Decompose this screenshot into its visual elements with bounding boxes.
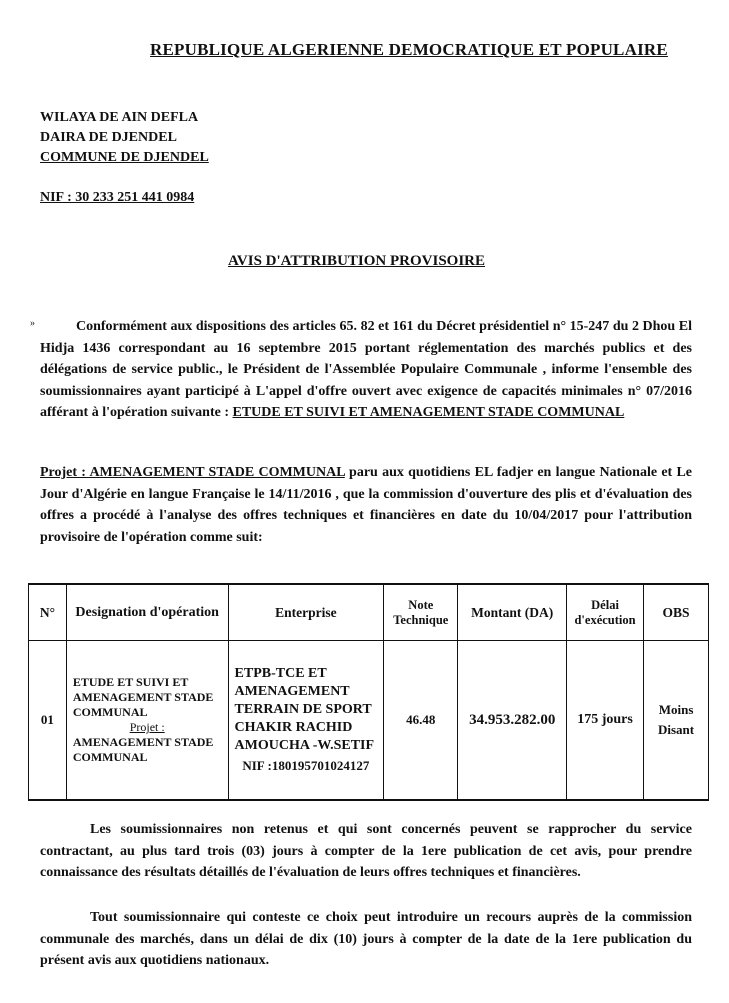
cell-obs: Moins Disant	[644, 641, 709, 801]
paragraph-decree-text: Conformément aux dispositions des articles 65. 82 et 161 du Décret présidentiel n° 15-247 du 2 Dhou El Hidja 1436 correspondant au 16 septembre 2015 portant réglementation des marchés publics et des délégations de service public., le Président de l'Assemblée Populaire Communale , informe l'ensemble des soumissionnaires ayant participé à L'appel d'offre ouvert avec exigence de capacités minimales n° 07/2016 afférant à l'opération suivante :	[40, 319, 692, 420]
cell-designation	[66, 641, 228, 801]
designation-operation: ETUDE ET SUIVI ET AMENAGEMENT STADE COMMUNAL	[72, 675, 214, 719]
table-row	[29, 641, 709, 801]
designation-project-label: Projet :	[129, 720, 165, 734]
header-note: Note Technique	[384, 584, 458, 641]
header-designation: Designation d'opération	[66, 584, 228, 641]
nif-line: NIF : 30 233 251 441 0984	[40, 190, 195, 205]
cell-delai: 175 jours	[566, 641, 643, 801]
attribution-table	[28, 583, 709, 801]
notice-title: AVIS D'ATTRIBUTION PROVISOIRE	[228, 253, 486, 269]
header-num: N°	[29, 584, 67, 641]
designation-project: AMENAGEMENT STADE COMMUNAL	[72, 735, 214, 764]
administration-block	[40, 108, 209, 168]
wilaya-line: WILAYA DE AIN DEFLA	[40, 110, 199, 125]
header-montant: Montant (DA)	[458, 584, 567, 641]
commune-line: COMMUNE DE DJENDEL	[40, 150, 209, 165]
header-delai: Délai d'exécution	[566, 584, 643, 641]
operation-name: ETUDE ET SUIVI ET AMENAGEMENT STADE COMMUNAL	[232, 405, 625, 420]
daira-line: DAIRA DE DJENDEL	[40, 130, 177, 145]
paragraph-consultation: Les soumissionnaires non retenus et qui sont concernés peuvent se rapprocher du service contractant, au plus tard trois (03) jours à compter de la 1ere publication de cet avis, pour prendre connaissance des résultats détaillés de l'évaluation de leurs offres techniques et financières.	[40, 822, 692, 880]
cell-montant	[458, 641, 567, 801]
cell-enterprise	[228, 641, 384, 801]
montant-value: 34.953.282.00	[469, 711, 556, 728]
table-header-row	[29, 584, 709, 641]
cell-num: 01	[29, 641, 67, 801]
paragraph-decree	[40, 316, 692, 424]
paragraph-appeal: Tout soumissionnaire qui conteste ce choix peut introduire un recours auprès de la commission communale des marchés, dans un délai de dix (10) jours à compter de la date de la 1ere publication du présent avis aux quotidiens nationaux.	[40, 910, 692, 968]
header-enterprise: Enterprise	[228, 584, 384, 641]
paragraph-publication	[40, 462, 692, 548]
paragraph-publication-text: paru aux quotidiens EL fadjer en langue Nationale et Le Jour d'Algérie en langue Française le 14/11/2016 , que la commission d'ouverture des plis et d'évaluation des offres a procédé à l'analyse des offres techniques et financières en date du 10/04/2017 pour l'attribution provisoire de l'opération comme suit:	[40, 465, 693, 545]
header-obs: OBS	[644, 584, 709, 641]
enterprise-nif: NIF :180195701024127	[242, 758, 370, 773]
enterprise-name: ETPB-TCE ET AMENAGEMENT TERRAIN DE SPORT CHAKIR RACHID AMOUCHA -W.SETIF	[234, 666, 375, 753]
bullet-mark: »	[30, 318, 35, 329]
project-label: Projet : AMENAGEMENT STADE COMMUNAL	[40, 465, 345, 480]
republic-heading: REPUBLIQUE ALGERIENNE DEMOCRATIQUE ET POPULAIRE	[150, 40, 668, 59]
cell-note: 46.48	[384, 641, 458, 801]
